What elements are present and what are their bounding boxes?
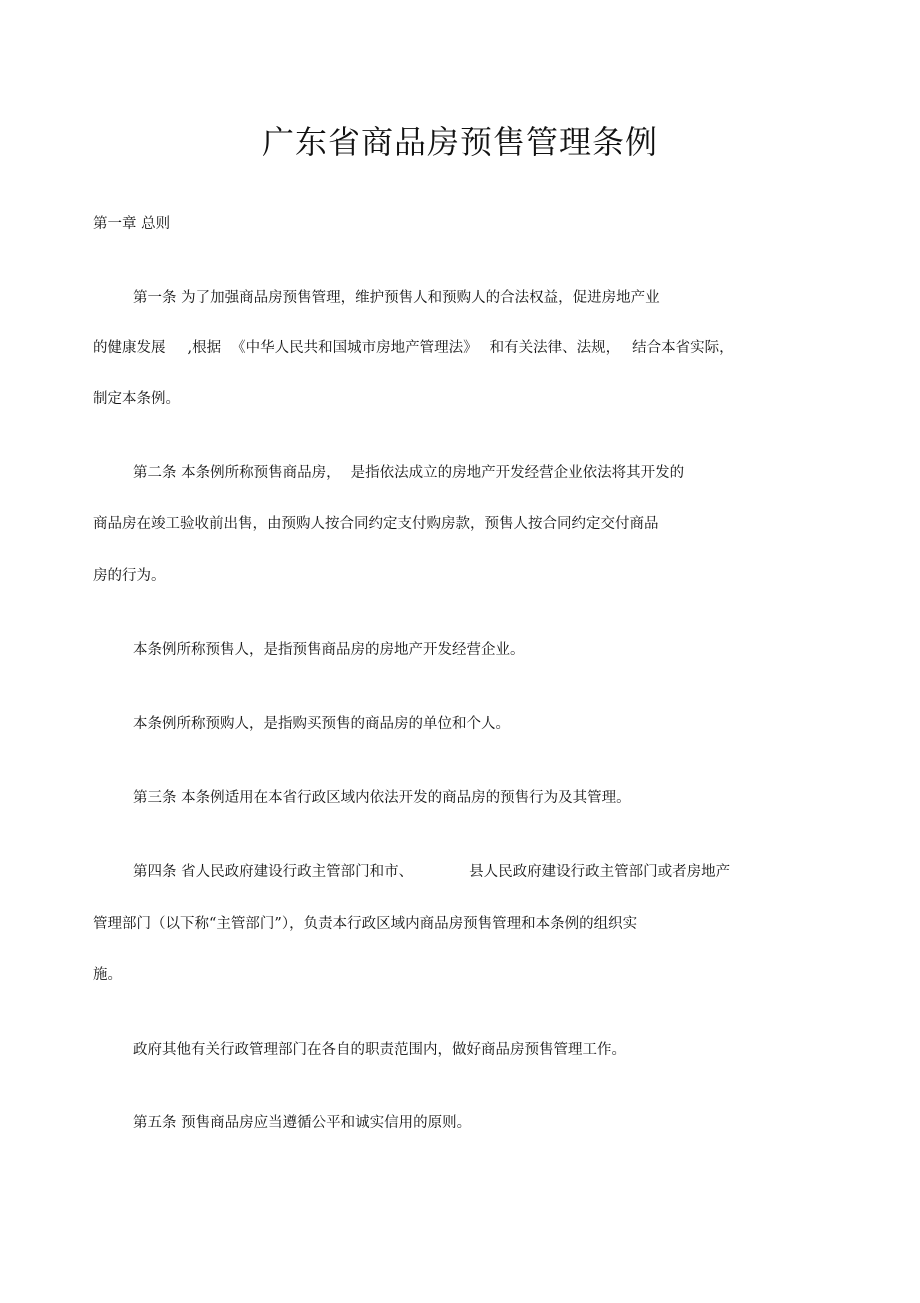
chapter-heading: 第一章 总则 [93,216,171,232]
article-1-line-3: 制定本条例。 [93,391,180,407]
article-3-line-1: 第三条 本条例适用在本省行政区域内依法开发的商品房的预售行为及其管理。 [133,790,631,806]
article-1-line-2-part-a: 的健康发展 [93,340,166,356]
article-1-line-2-part-e: 结合本省实际， [632,340,734,356]
article-2-paragraph-3: 本条例所称预购人，是指购买预售的商品房的单位和个人。 [133,716,510,732]
article-2-line-1 [133,463,684,483]
article-2-line-1-part-b: 是指依法成立的房地产开发经营企业依法将其开发的 [350,465,685,481]
article-1-line-1: 第一条 为了加强商品房预售管理，维护预售人和预购人的合法权益，促进房地产业 [133,290,660,306]
article-4-line-1-part-a: 第四条 省人民政府建设行政主管部门和市、 [133,864,414,880]
article-1-line-2-part-b: ,根据 [187,340,222,356]
article-5-line-1: 第五条 预售商品房应当遵循公平和诚实信用的原则。 [133,1115,472,1131]
article-4-line-1-part-b: 县人民政府建设行政主管部门或者房地产 [469,864,731,880]
article-2-paragraph-2: 本条例所称预售人，是指预售商品房的房地产开发经营企业。 [133,642,525,658]
article-2-line-2: 商品房在竣工验收前出售，由预购人按合同约定支付购房款，预售人按合同约定交付商品 [93,516,659,532]
article-4-line-3: 施。 [93,967,122,983]
article-4-paragraph-2: 政府其他有关行政管理部门在各自的职责范围内，做好商品房预售管理工作。 [133,1042,626,1058]
article-2-line-1-part-a: 第二条 本条例所称预售商品房， [133,465,341,481]
article-1-line-2 [93,338,734,358]
article-4-line-2: 管理部门（以下称“主管部门”），负责本行政区域内商品房预售管理和本条例的组织实 [93,916,638,932]
article-4-line-1 [133,862,730,882]
document-title: 广东省商品房预售管理条例 [261,123,658,161]
article-1-line-2-part-d: 和有关法律、法规， [489,340,621,356]
article-2-line-3: 房的行为。 [93,568,166,584]
article-1-law-name: 《中华人民共和国城市房地产管理法》 [231,340,478,356]
